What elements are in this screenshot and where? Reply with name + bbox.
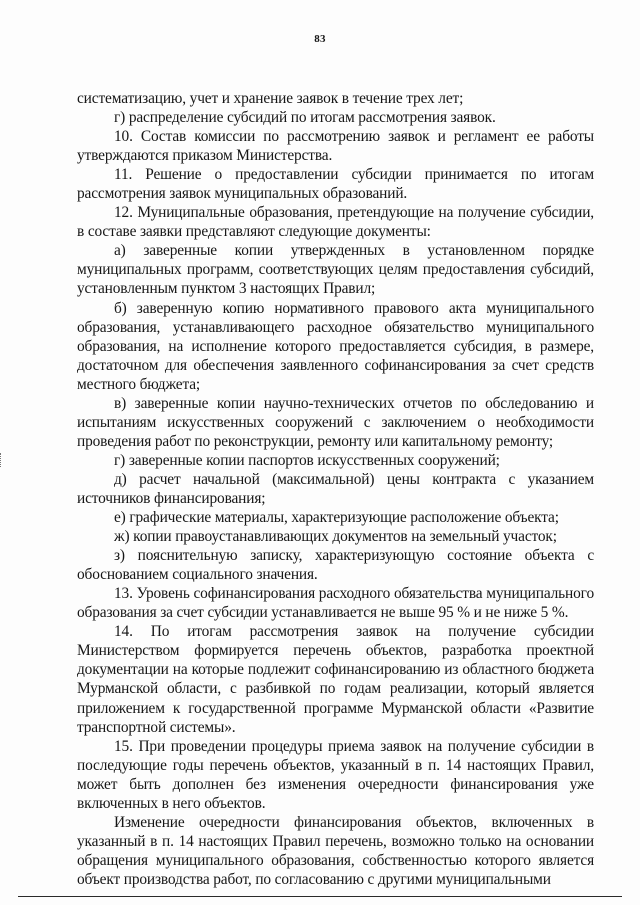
- paragraph-14: 14. По итогам рассмотрения заявок на получение субсидии Министерством формируется перечень объектов, разработка проектной документации на которые подлежит софинансированию из областного бюджета Мурманской области, с разбивкой по годам реализации, который является приложением к государственной программе Мурманской области «Развитие транспортной системы».: [77, 623, 594, 736]
- paragraph-continuation: систематизацию, учет и хранение заявок в течение трех лет;: [77, 90, 464, 107]
- paragraph-12-item-z: з) пояснительную записку, характеризующую состояние объекта с обоснованием социального значения.: [77, 547, 594, 584]
- paragraph-11: 11. Решение о предоставлении субсидии принимается по итогам рассмотрения заявок муниципальных образований.: [77, 166, 594, 203]
- paragraph-12-item-g: г) заверенные копии паспортов искусственных сооружений;: [114, 451, 500, 469]
- paragraph-12-item-d: д) расчет начальной (максимальной) цены контракта с указанием источников финансирования;: [77, 470, 594, 507]
- scan-edge-mark: [0, 453, 5, 467]
- page-number: 83: [314, 33, 326, 45]
- paragraph-12-item-v: в) заверенные копии научно-технических отчетов по обследованию и испытаниям искусственных сооружений с заключением о необходимости проведения работ по реконструкции, ремонту или капитальному ремонту;: [77, 394, 594, 450]
- paragraph-13: 13. Уровень софинансирования расходного обязательства муниципального образования за счет субсидии устанавливается не выше 95 % и не ниже 5 %.: [77, 585, 594, 622]
- paragraph-15-continuation: Изменение очередности финансирования объектов, включенных в указанный в п. 14 настоящих Правил перечень, возможно только на основании обращения муниципального образования, собственностью которого является объект производства работ, по согласованию с другими муниципальными: [77, 813, 594, 888]
- paragraph-15: 15. При проведении процедуры приема заявок на получение субсидии в последующие годы перечень объектов, указанный в п. 14 настоящих Правил, может быть дополнен без изменения очередности финансирования уже включенных в него объектов.: [77, 737, 594, 812]
- paragraph-12: 12. Муниципальные образования, претендующие на получение субсидии, в составе заявки представляют следующие документы:: [77, 204, 594, 241]
- paragraph-12-item-e: е) графические материалы, характеризующие расположение объекта;: [114, 509, 559, 527]
- paragraph-12-item-zh: ж) копии правоустанавливающих документов на земельный участок;: [114, 528, 557, 546]
- paragraph-12-item-b: б) заверенную копию нормативного правового акта муниципального образования, устанавливающего расходное обязательство муниципального образования, на исполнение которого предоставляется субсидия, в размере, достаточном для обеспечения заявленного софинансирования за счет средств местного бюджета;: [77, 299, 594, 393]
- bottom-rule: [18, 896, 622, 897]
- paragraph-10: 10. Состав комиссии по рассмотрению заявок и регламент ее работы утверждаются приказом Министерства.: [77, 128, 594, 165]
- document-body: [77, 89, 594, 889]
- paragraph-item-g-distribution: г) распределение субсидий по итогам рассмотрения заявок.: [114, 109, 496, 127]
- paragraph-12-item-a: а) заверенные копии утвержденных в установленном порядке муниципальных программ, соответствующих целям предоставления субсидий, установленным пунктом 3 настоящих Правил;: [77, 242, 594, 298]
